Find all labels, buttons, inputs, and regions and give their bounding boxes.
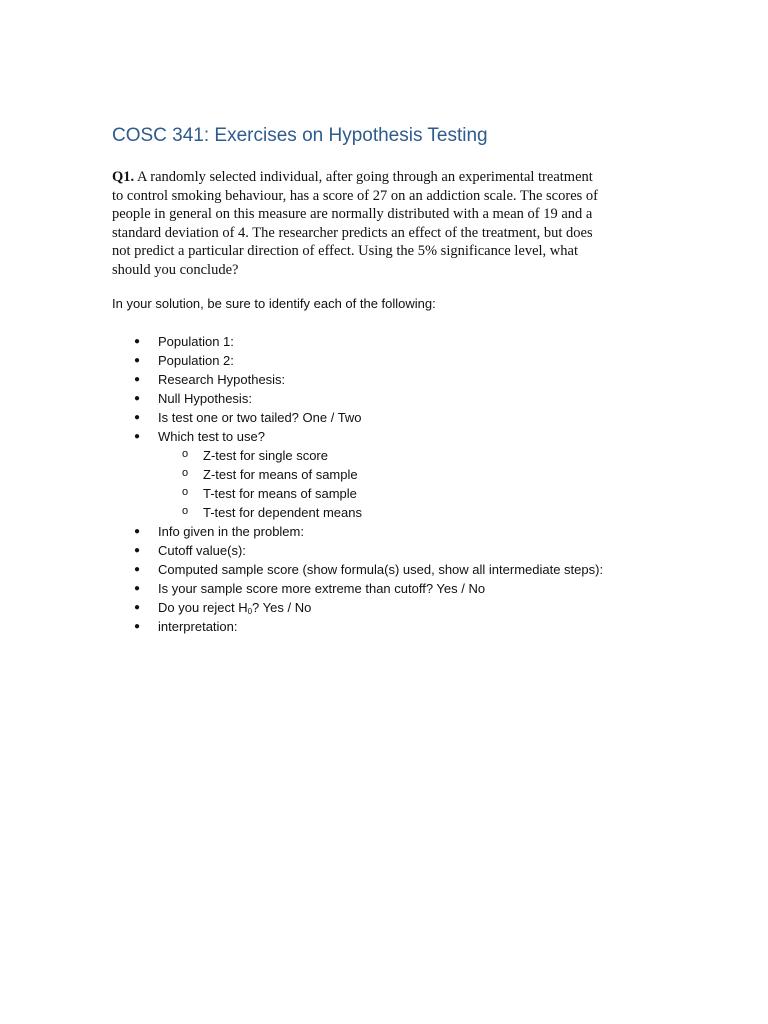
list-item-text: Info given in the problem:: [158, 524, 304, 539]
bullet-icon: ●: [134, 545, 141, 556]
instruction-text: In your solution, be sure to identify each of the following:: [112, 296, 436, 311]
sub-item-text: Z-test for means of sample: [203, 467, 358, 482]
bullet-icon: ●: [134, 393, 141, 404]
list-item-text: Computed sample score (show formula(s) used, show all intermediate steps):: [158, 562, 604, 577]
document-title: COSC 341: Exercises on Hypothesis Testing: [112, 125, 488, 146]
bullet-icon: ●: [134, 621, 141, 632]
bullet-icon: ●: [134, 412, 141, 423]
list-item-text: Population 1:: [158, 334, 234, 349]
question-line: to control smoking behaviour, has a score of 27 on an addiction scale. The scores of: [112, 187, 598, 204]
question-label: Q1.: [112, 169, 135, 185]
reject-suffix: ? Yes / No: [252, 600, 312, 615]
question-line: people in general on this measure are normally distributed with a mean of 19 and a: [112, 206, 593, 223]
circle-bullet-icon: o: [182, 467, 189, 479]
list-item-text: Which test to use?: [158, 429, 265, 444]
list-item-text: Population 2:: [158, 353, 234, 368]
circle-bullet-icon: o: [182, 486, 189, 498]
bullet-icon: ●: [134, 526, 141, 537]
bullet-icon: ●: [134, 431, 141, 442]
sub-item-text: T-test for dependent means: [203, 505, 362, 520]
bullet-icon: ●: [134, 355, 141, 366]
question-q1: [112, 168, 657, 280]
reject-prefix: Do you reject H: [158, 600, 248, 615]
question-line: [112, 168, 657, 187]
question-line: not predict a particular direction of effect. Using the 5% significance level, what: [112, 243, 578, 260]
h-subscript: 0: [247, 607, 253, 616]
circle-bullet-icon: o: [182, 448, 189, 460]
list-item-text: Null Hypothesis:: [158, 391, 252, 406]
bullet-icon: ●: [134, 583, 141, 594]
list-item-text: Is test one or two tailed? One / Two: [158, 410, 362, 425]
bullet-icon: ●: [134, 336, 141, 347]
list-item-text: interpretation:: [158, 619, 238, 634]
circle-bullet-icon: o: [182, 505, 189, 517]
bullet-icon: ●: [134, 602, 141, 613]
question-text: A randomly selected individual, after going through an experimental treatment: [134, 169, 593, 185]
question-line: should you conclude?: [112, 261, 239, 278]
list-item-text: Research Hypothesis:: [158, 372, 286, 387]
bullet-icon: ●: [134, 374, 141, 385]
sub-item-text: Z-test for single score: [203, 448, 328, 463]
bullet-icon: ●: [134, 564, 141, 575]
list-item-text: Is your sample score more extreme than cutoff? Yes / No: [158, 581, 486, 596]
sub-item-text: T-test for means of sample: [203, 486, 357, 501]
list-item-text: Cutoff value(s):: [158, 543, 246, 558]
question-line: standard deviation of 4. The researcher predicts an effect of the treatment, but does: [112, 224, 593, 241]
